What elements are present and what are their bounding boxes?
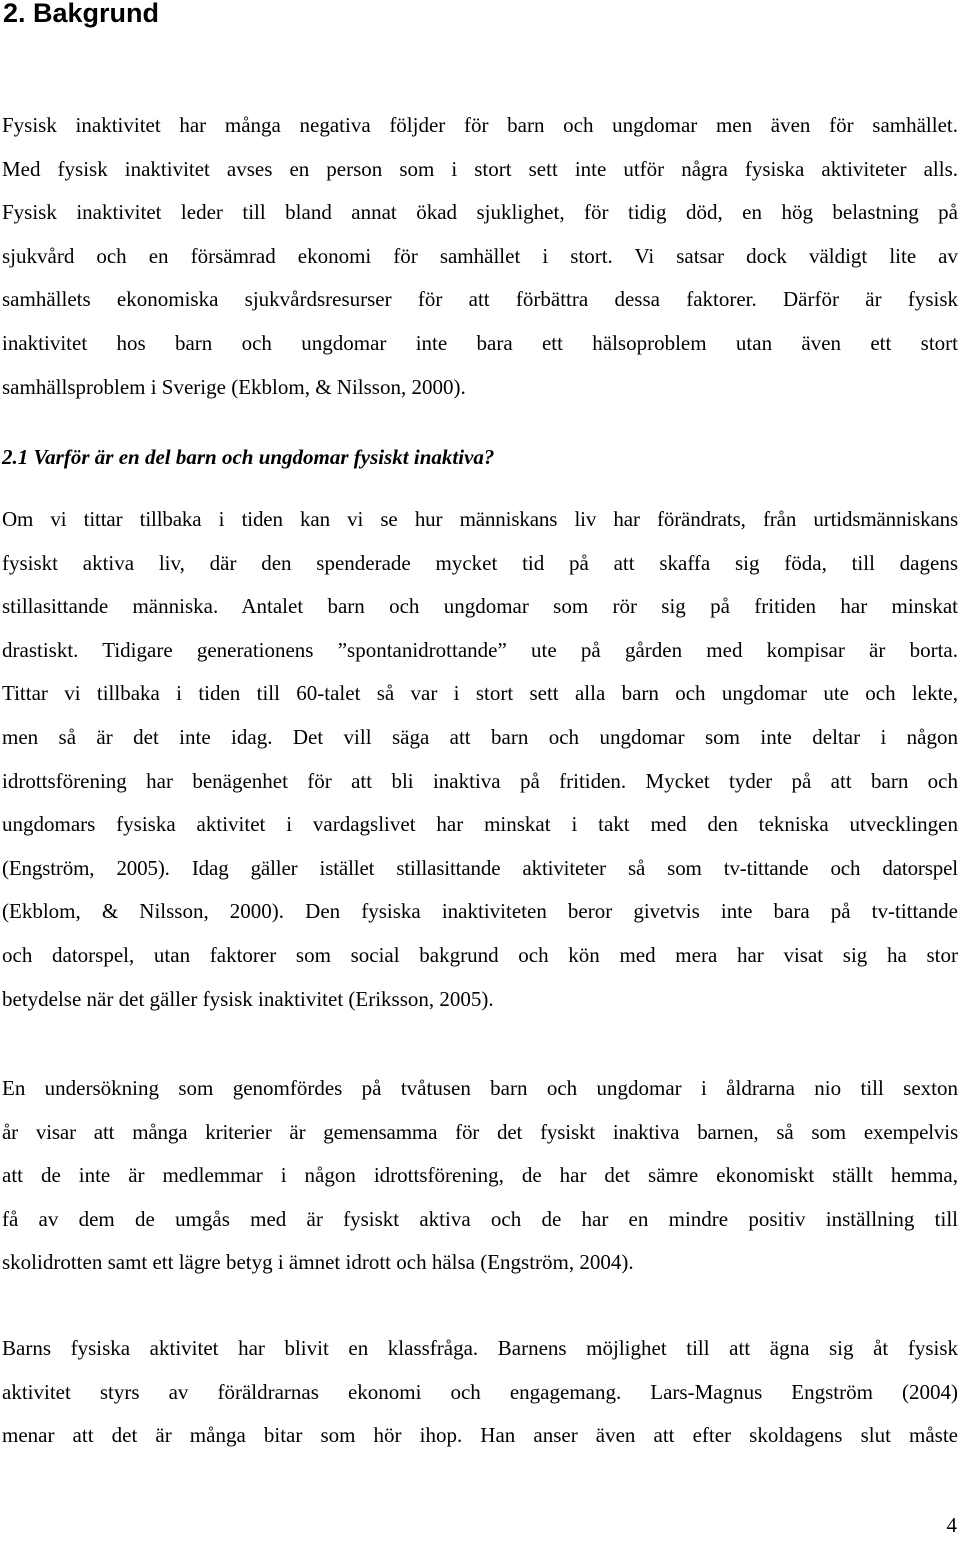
text-line: samhällsproblem i Sverige (Ekblom, & Nilsson, 2000). [2, 374, 466, 399]
text-line: Fysisk inaktivitet leder till bland annat ökad sjuklighet, för tidig död, en hög belastning på [2, 200, 958, 225]
text-line: menar att det är många bitar som hör ihop. Han anser även att efter skoldagens slut måste [2, 1423, 958, 1448]
text-line: idrottsförening har benägenhet för att bli inaktiva på fritiden. Mycket tyder på att barn och [2, 768, 958, 793]
text-line: Tittar vi tillbaka i tiden till 60-talet så var i stort sett alla barn och ungdomar ute och lekte, [2, 681, 958, 706]
page-number: 4 [946, 1513, 957, 1537]
text-line: ungdomars fysiska aktivitet i vardagslivet har minskat i takt med den tekniska utvecklingen [2, 812, 958, 837]
text-line: (Engström, 2005). Idag gäller istället stillasittande aktiviteter så som tv-tittande och datorspel [2, 855, 958, 880]
paragraph-class-question [2, 1327, 958, 1458]
text-line: Fysisk inaktivitet har många negativa följder för barn och ungdomar men även för samhället. [2, 113, 958, 137]
text-line: och datorspel, utan faktorer som social bakgrund och kön med mera har visat sig ha stor [2, 942, 958, 967]
text-line: få av dem de umgås med är fysiskt aktiva och de har en mindre positiv inställning till [2, 1206, 958, 1231]
text-line: drastiskt. Tidigare generationens ”spontanidrottande” ute på gården med kompisar är borta. [2, 637, 958, 662]
text-line: att de inte är medlemmar i någon idrottsförening, de har det sämre ekonomiskt ställt hemma, [2, 1163, 958, 1188]
text-line: skolidrotten samt ett lägre betyg i ämnet idrott och hälsa (Engström, 2004). [2, 1250, 634, 1275]
text-line: men så är det inte idag. Det vill säga att barn och ungdomar som inte deltar i någon [2, 724, 958, 749]
subsection-heading: 2.1 Varför är en del barn och ungdomar fysiskt inaktiva? [2, 445, 495, 469]
text-line: sjukvård och en försämrad ekonomi för samhället i stort. Vi satsar dock väldigt lite av [2, 243, 958, 268]
text-line: Med fysisk inaktivitet avses en person som i stort sett inte utför några fysiska aktiviteter alls. [2, 156, 958, 181]
text-line: Om vi tittar tillbaka i tiden kan vi se hur människans liv har förändrats, från urtidsmänniskans [2, 507, 958, 531]
text-line: år visar att många kriterier är gemensamma för det fysiskt inaktiva barnen, så som exempelvis [2, 1119, 958, 1144]
paragraph-history [2, 498, 958, 1021]
text-line: aktivitet styrs av föräldrarnas ekonomi och engagemang. Lars-Magnus Engström (2004) [2, 1379, 958, 1404]
text-line: En undersökning som genomfördes på tvåtusen barn och ungdomar i åldrarna nio till sexton [2, 1076, 958, 1100]
text-line: stillasittande människa. Antalet barn och ungdomar som rör sig på fritiden har minskat [2, 594, 958, 619]
text-line: Barns fysiska aktivitet har blivit en klassfråga. Barnens möjlighet till att ägna sig åt fysisk [2, 1336, 958, 1360]
text-line: samhällets ekonomiska sjukvårdsresurser för att förbättra dessa faktorer. Därför är fysisk [2, 287, 958, 312]
paragraph-intro [2, 104, 958, 409]
section-heading: 2. Bakgrund [3, 0, 160, 28]
text-line: inaktivitet hos barn och ungdomar inte bara ett hälsoproblem utan även ett stort [2, 330, 958, 355]
text-line: fysiskt aktiva liv, där den spenderade mycket tid på att skaffa sig föda, till dagens [2, 550, 958, 575]
text-line: betydelse när det gäller fysisk inaktivitet (Eriksson, 2005). [2, 986, 494, 1011]
text-line: (Ekblom, & Nilsson, 2000). Den fysiska inaktiviteten beror givetvis inte bara på tv-tittande [2, 899, 958, 924]
paragraph-survey [2, 1067, 958, 1285]
